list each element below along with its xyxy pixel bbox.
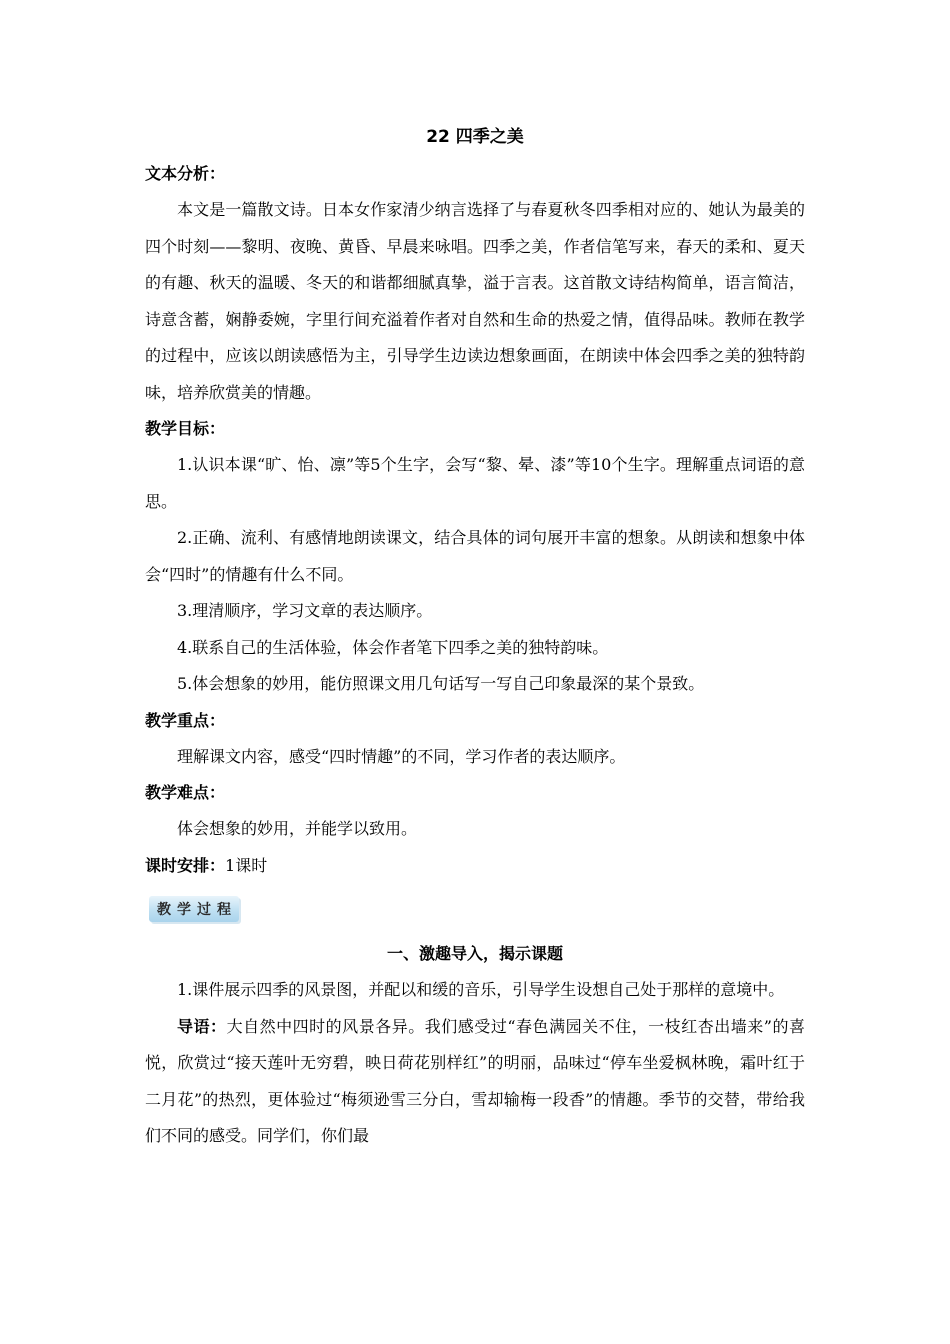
- process-badge-row: [145, 884, 805, 936]
- teaching-process-badge: [149, 896, 239, 922]
- objective-item-2: 2.正确、流利、有感情地朗读课文，结合具体的词句展开丰富的想象。从朗读和想象中体会“四时”的情趣有什么不同。: [145, 528, 805, 584]
- objective-item-4: 4.联系自己的生活体验，体会作者笔下四季之美的独特韵味。: [177, 637, 609, 657]
- section-1-item-1: 1.课件展示四季的风景图，并配以和缓的音乐，引导学生设想自己处于那样的意境中。: [177, 980, 785, 999]
- difficulties-heading: 教学难点：: [145, 783, 226, 802]
- key-points-body: 理解课文内容，感受“四时情趣”的不同，学习作者的表达顺序。: [177, 746, 626, 766]
- intro-label: 导语：: [177, 1016, 227, 1036]
- difficulties-body: 体会想象的妙用，并能学以致用。: [177, 819, 418, 838]
- text-analysis-heading: 文本分析：: [145, 164, 226, 183]
- schedule-label: 课时安排：: [145, 855, 226, 875]
- objective-item-1: 1.认识本课“旷、怡、凛”等5个生字，会写“黎、晕、漆”等10个生字。理解重点词语的意思。: [145, 455, 805, 511]
- badge-char-4: 程: [217, 902, 231, 918]
- objective-item-3: 3.理清顺序，学习文章的表达顺序。: [177, 601, 433, 620]
- objective-item-5: 5.体会想象的妙用，能仿照课文用几句话写一写自己印象最深的某个景致。: [177, 674, 705, 693]
- badge-char-2: 学: [177, 902, 191, 918]
- badge-char-1: 教: [157, 902, 171, 918]
- objectives-heading: 教学目标：: [145, 419, 226, 438]
- badge-char-3: 过: [197, 902, 211, 918]
- section-1-intro: [145, 1009, 805, 1155]
- schedule-value: 1课时: [225, 855, 268, 875]
- schedule-line: [145, 848, 805, 885]
- text-analysis-body: 本文是一篇散文诗。日本女作家清少纳言选择了与春夏秋冬四季相对应的、她认为最美的四个时刻——黎明、夜晚、黄昏、早晨来咏唱。四季之美，作者信笔写来，春天的柔和、夏天的有趣、秋天的温暖、冬天的和谐都细腻真挚，溢于言表。这首散文诗结构简单，语言简洁，诗意含蓄，娴静委婉，字里行间充溢着作者对自然和生命的热爱之情，值得品味。教师在教学的过程中，应该以朗读感悟为主，引导学生边读边想象画面，在朗读中体会四季之美的独特韵味，培养欣赏美的情趣。: [145, 200, 805, 402]
- lesson-title: 22 四季之美: [426, 127, 524, 147]
- document-page: [145, 118, 805, 1155]
- intro-text: 大自然中四时的风景各异。我们感受过“春色满园关不住，一枝红杏出墙来”的喜悦，欣赏过“接天莲叶无穷碧，映日荷花别样红”的明丽，品味过“停车坐爱枫林晚，霜叶红于二月花”的热烈，更体验过“梅须逊雪三分白，雪却输梅一段香”的情趣。季节的交替，带给我们不同的感受。同学们，你们最: [145, 1016, 805, 1145]
- section-1-heading: 一、激趣导入，揭示课题: [386, 944, 563, 963]
- key-points-heading: 教学重点：: [145, 710, 226, 730]
